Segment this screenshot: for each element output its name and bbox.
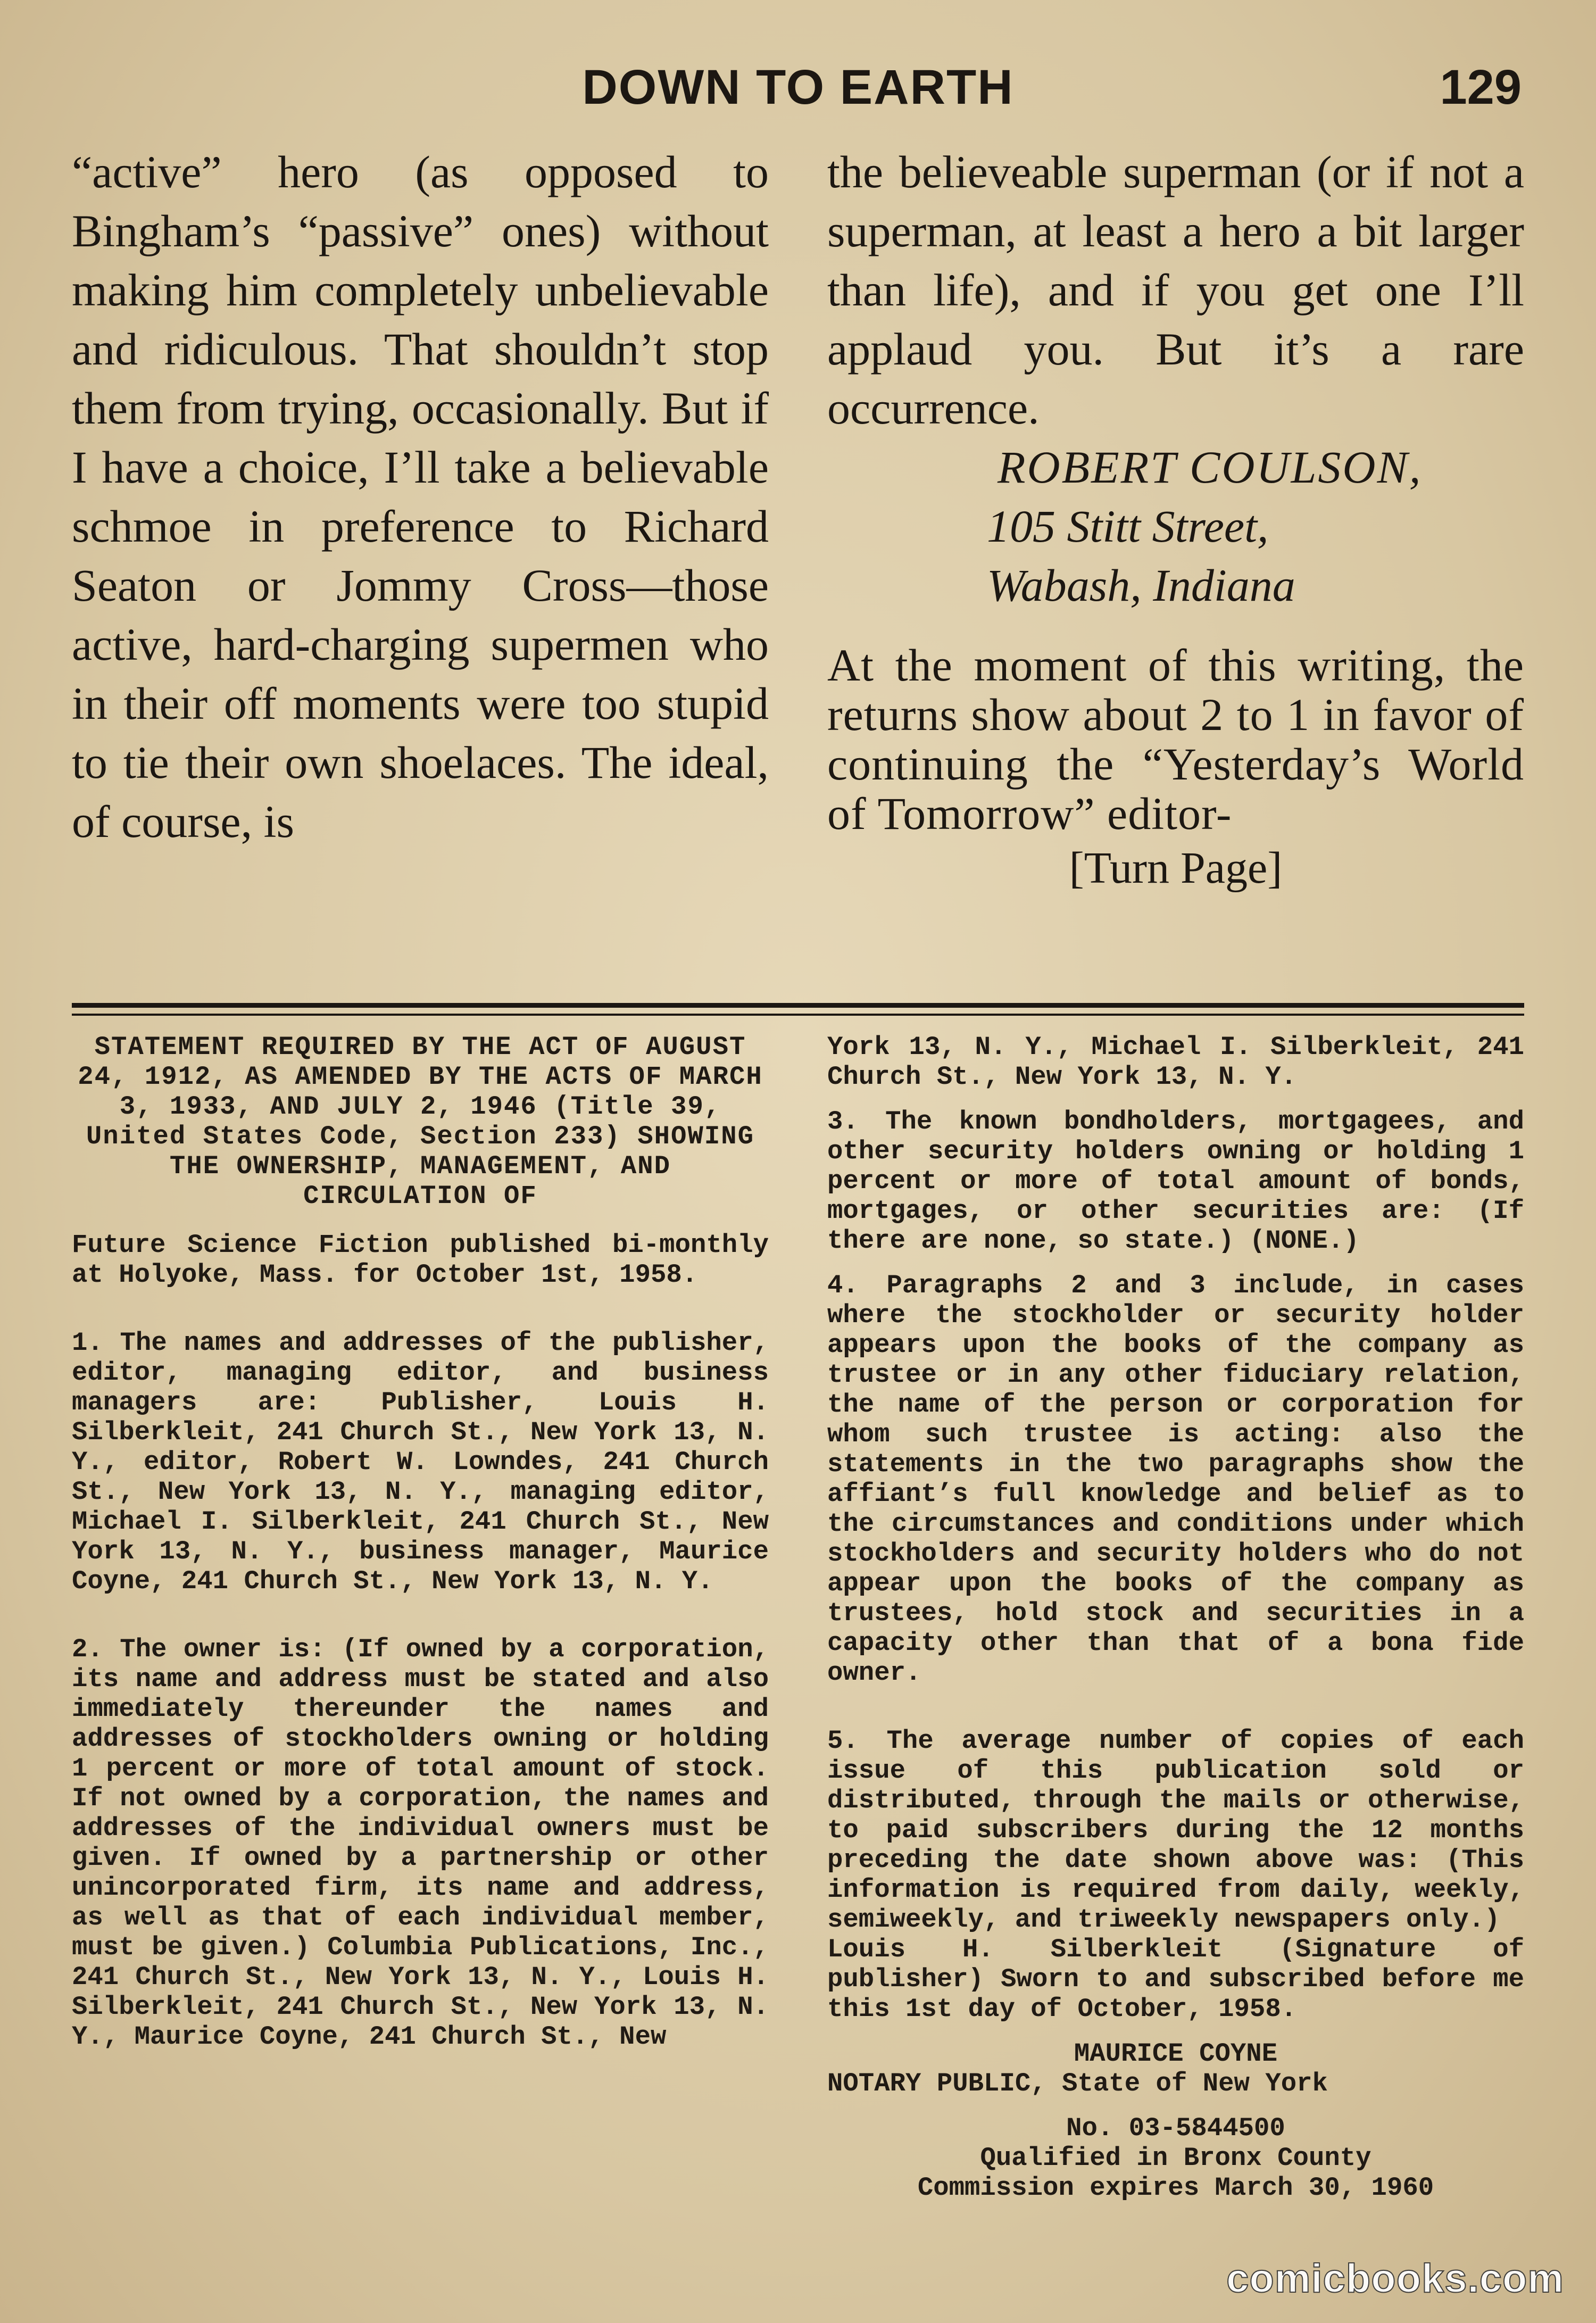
statement-right-column xyxy=(827,1032,1524,2203)
signature-street: 105 Stitt Street, xyxy=(987,501,1269,552)
site-watermark: comicbooks.com xyxy=(1226,2256,1564,2301)
letter-body-left: “active” hero (as opposed to Bingham’s “passive” ones) without making him completely unbelievable and ridiculous. That shouldn’t stop them from trying, occasionally. But if I have a choice, I’ll take a believable schmoe in preference to Richard Seaton or Jommy Cross—those active, hard-charging supermen who in their off moments were too stupid to tie their own shoelaces. The ideal, of course, is xyxy=(72,146,769,847)
letter-left-column xyxy=(72,143,769,851)
statement-paragraph-2-continued: York 13, N. Y., Michael I. Silberkleit, 241 Church St., New York 13, N. Y. xyxy=(827,1032,1524,1092)
ownership-statement xyxy=(72,1032,1524,2256)
statement-paragraph-3: 3. The known bondholders, mortgagees, and other security holders owning or holding 1 percent or more of total amount of bonds, mortgages, or other securities are: (If there are none, so state.) (NONE.) xyxy=(827,1107,1524,1256)
page-number: 129 xyxy=(1440,60,1522,114)
signature-name: ROBERT COULSON, xyxy=(998,442,1423,493)
statement-left-column xyxy=(72,1032,769,2052)
statement-paragraph-1: 1. The names and addresses of the publisher, editor, managing editor, and business managers are: Publisher, Louis H. Silberkleit, 241 Church St., New York 13, N. Y., editor, Robert W. Lowndes, 241 Church St., New York 13, N. Y., managing editor, Michael I. Silberkleit, 241 Church St., New York 13, N. Y., business manager, Maurice Coyne, 241 Church St., New York 13, N. Y. xyxy=(72,1328,769,1596)
section-divider-thick xyxy=(72,1003,1524,1008)
signature-city: Wabash, Indiana xyxy=(987,560,1295,611)
section-divider-thin xyxy=(72,1014,1524,1016)
reader-letter xyxy=(72,143,1524,967)
letter-body-right: the believeable superman (or if not a superman, at least a hero a bit larger than life), and if you get one I’ll applaud you. But it’s a rare occurrence. xyxy=(827,146,1524,434)
notary-number: No. 03-5844500 xyxy=(1066,2113,1285,2143)
statement-paragraph-5: 5. The average number of copies of each issue of this publication sold or distributed, through the mails or otherwise, to paid subscribers during the 12 months preceding the date shown above was: (This information is required from daily, weekly, semiweekly, and triweekly newspapers only.) xyxy=(827,1726,1524,1935)
notary-county: Qualified in Bronx County xyxy=(980,2143,1371,2173)
editor-note: At the moment of this writing, the returns show about 2 to 1 in favor of continuing the “Yesterday’s World of Tomorrow” editor- xyxy=(827,640,1524,839)
sworn-statement: Louis H. Silberkleit (Signature of publisher) Sworn to and subscribed before me this 1st day of October, 1958. xyxy=(827,1935,1524,2024)
notary-name: MAURICE COYNE xyxy=(1074,2039,1278,2069)
turn-page-note: [Turn Page] xyxy=(1069,843,1283,893)
notary-title: NOTARY PUBLIC, State of New York xyxy=(827,2069,1328,2098)
statement-paragraph-2: 2. The owner is: (If owned by a corporation, its name and address must be stated and also immediately thereunder the names and addresses of stockholders owning or holding 1 percent or more of total amount of stock. If not owned by a corporation, the names and addresses of the individual owners must be given. If owned by a partnership or other unincorporated firm, its name and address, as well as that of each individual member, must be given.) Columbia Publications, Inc., 241 Church St., New York 13, N. Y., Louis H. Silberkleit, 241 Church St., New York 13, N. Y., Maurice Coyne, 241 Church St., New xyxy=(72,1635,769,2052)
page-header xyxy=(0,60,1596,118)
statement-intro: Future Science Fiction published bi-monthly at Holyoke, Mass. for October 1st, 1958. xyxy=(72,1230,769,1290)
notary-expiration: Commission expires March 30, 1960 xyxy=(917,2173,1434,2203)
running-head: DOWN TO EARTH xyxy=(582,60,1014,114)
statement-heading: STATEMENT REQUIRED BY THE ACT OF AUGUST 24, 1912, AS AMENDED BY THE ACTS OF MARCH 3, 1933, AND JULY 2, 1946 (Title 39, United States Code, Section 233) SHOWING THE OWNERSHIP, MANAGEMENT, AND CIRCULATION OF xyxy=(78,1032,763,1211)
statement-paragraph-4: 4. Paragraphs 2 and 3 include, in cases where the stockholder or security holder appears upon the books of the company as trustee or in any other fiduciary relation, the name of the person or corporation for whom such trustee is acting: also the statements in the two paragraphs show the affiant’s full knowledge and belief as to the circumstances and conditions under which stockholders and security holders who do not appear upon the books of the company as trustees, hold stock and securities in a capacity other than that of a bona fide owner. xyxy=(827,1271,1524,1688)
letter-right-column xyxy=(827,143,1524,898)
